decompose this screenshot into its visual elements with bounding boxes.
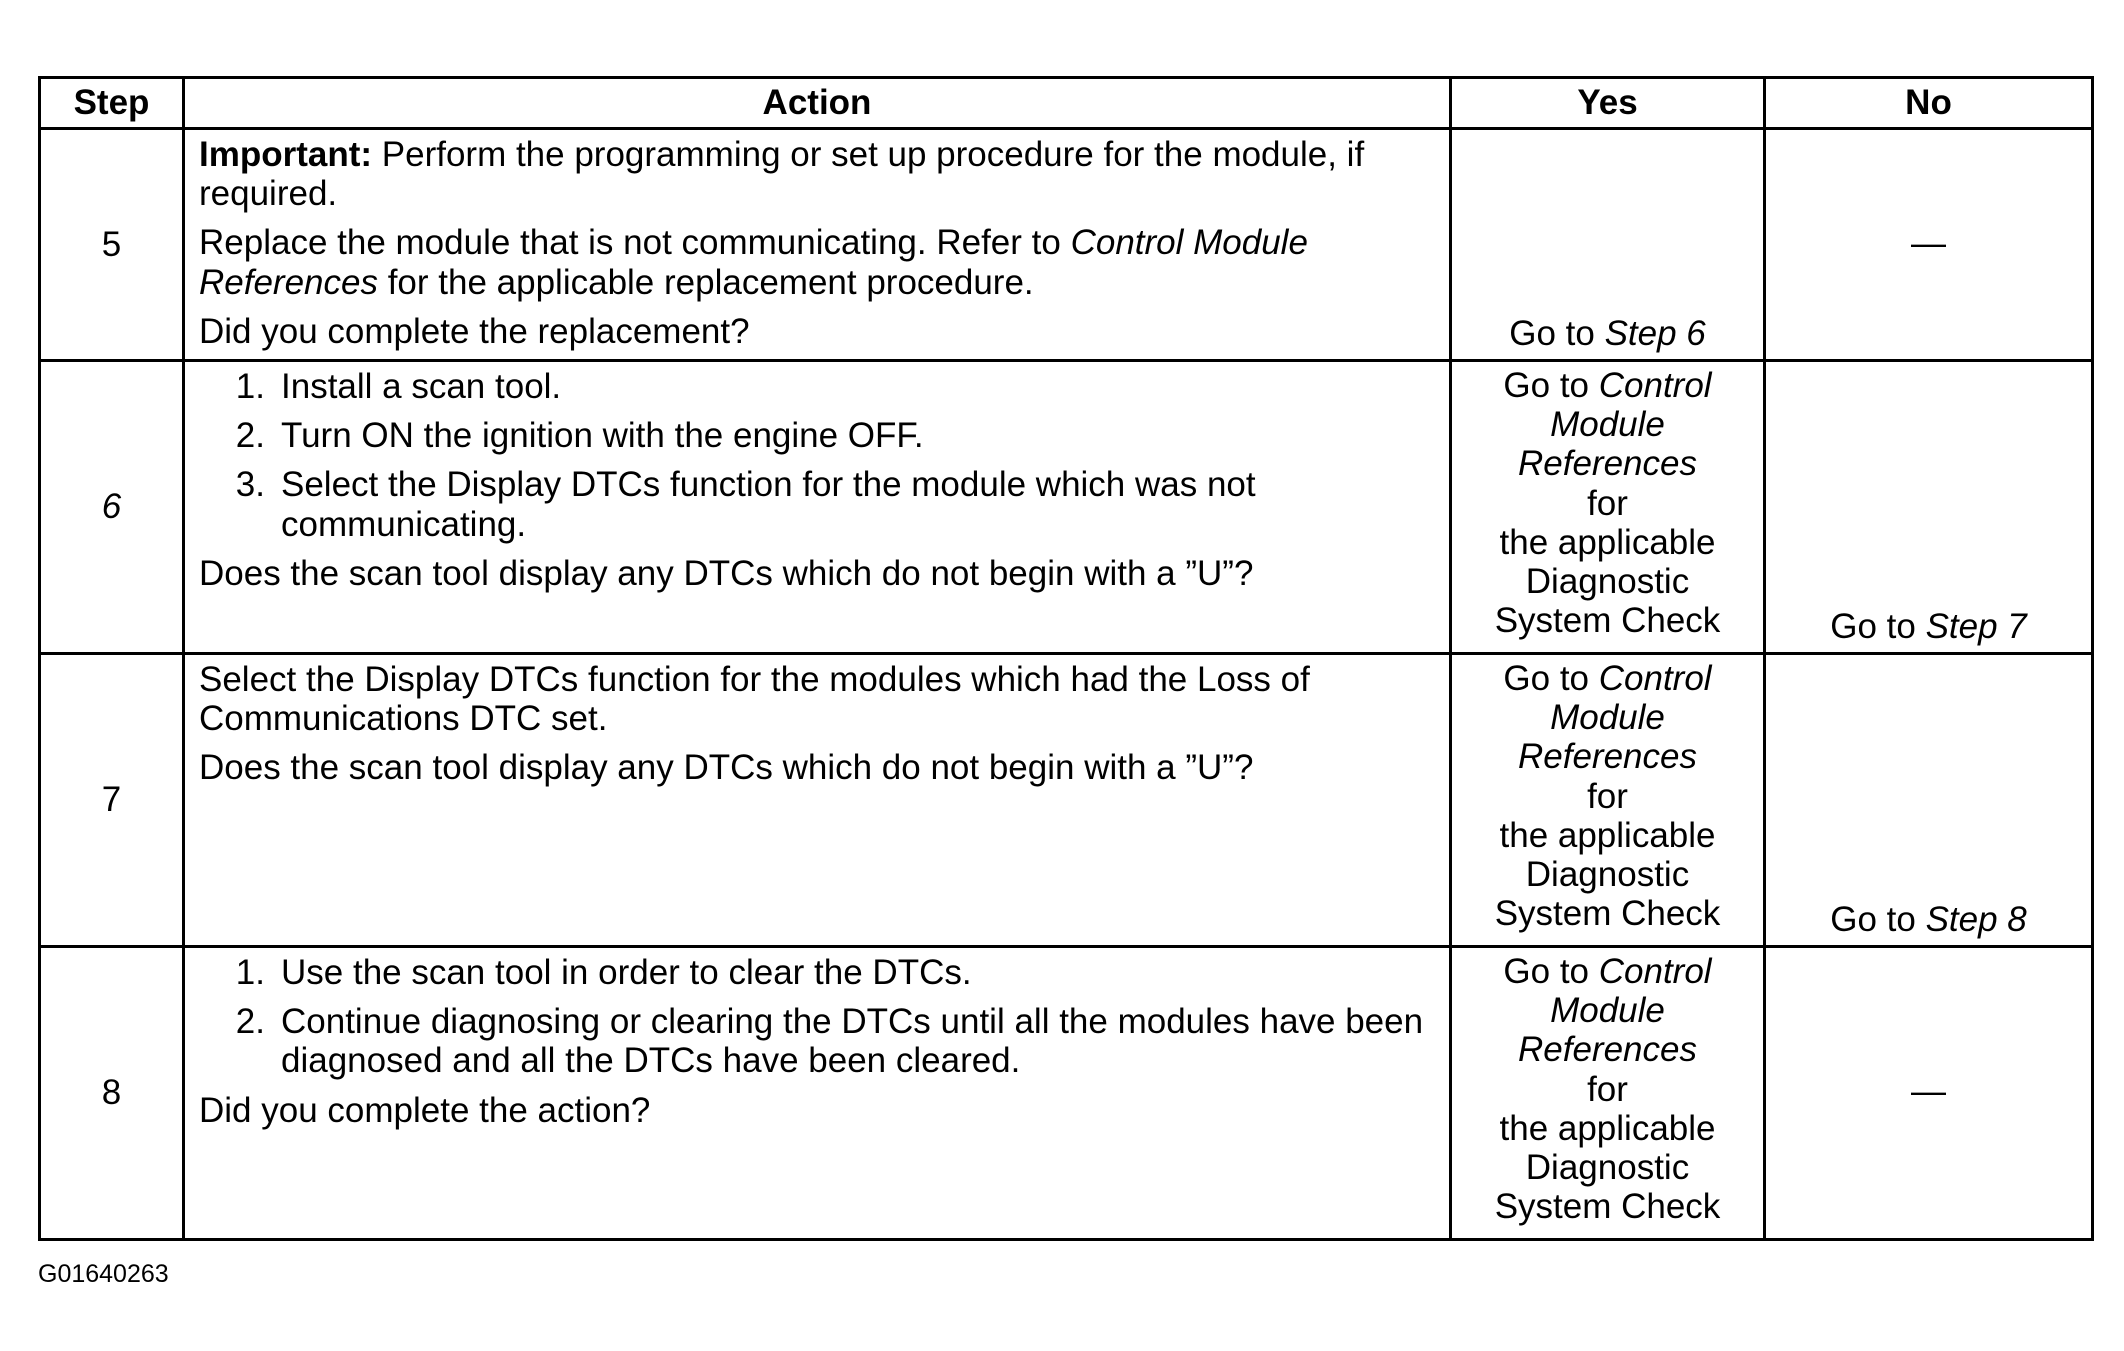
system-check-text: System Check (1494, 1187, 1721, 1227)
select-instruction: Select the Display DTCs function for the modules which had the Loss of Communications DTC set. (199, 659, 1310, 739)
yes-cell (1451, 129, 1765, 361)
figure-id: G01640263 (38, 1260, 169, 1288)
control-link: Control (1598, 658, 1712, 698)
header-no: No (1765, 78, 2093, 129)
yes-cell (1451, 946, 1765, 1239)
list-text: Use the scan tool in order to clear the DTCs. (281, 952, 972, 992)
goto-step-6: Step 6 (1604, 313, 1706, 353)
control-link: Control (1598, 365, 1712, 405)
list-text: Continue diagnosing or clearing the DTCs until all the modules have been diagnosed and all the DTCs have been cleared. (281, 1002, 1424, 1081)
instruction-text-end: for the applicable replacement procedure. (377, 262, 1034, 302)
no-cell (1765, 360, 2093, 653)
list-number: 2. (235, 416, 265, 456)
step-number: 6 (40, 360, 184, 653)
no-cell (1765, 946, 2093, 1239)
procedure-list (199, 953, 1437, 1081)
goto-step-8: Step 8 (1925, 899, 2027, 939)
system-check-text: System Check (1494, 894, 1721, 934)
list-text: Select the Display DTCs function for the module which was not communicating. (281, 465, 1256, 544)
question: Does the scan tool display any DTCs which do not begin with a ”U”? (199, 553, 1254, 593)
goto-prefix: Go to (1503, 658, 1599, 698)
references-link: References (1518, 444, 1697, 484)
action-cell (184, 360, 1451, 653)
references-link: References (1518, 737, 1697, 777)
question: Did you complete the replacement? (199, 311, 750, 351)
yes-cell (1451, 653, 1765, 946)
question: Does the scan tool display any DTCs which do not begin with a ”U”? (199, 748, 1254, 788)
list-item (199, 1002, 1437, 1080)
important-label: Important: (199, 135, 373, 174)
step-number: 8 (40, 946, 184, 1239)
control-module-references-link: Control Module References (199, 223, 1308, 302)
for-text: for (1587, 776, 1628, 816)
diagnostic-table (38, 76, 2094, 1241)
goto-prefix: Go to (1509, 313, 1605, 353)
empty-dash: — (1911, 1072, 1946, 1112)
empty-dash: — (1911, 223, 1946, 263)
diagnostic-text: Diagnostic (1525, 561, 1690, 601)
header-row (40, 78, 2093, 129)
list-number: 2. (235, 1002, 265, 1042)
for-text: for (1587, 483, 1628, 523)
header-yes: Yes (1451, 78, 1765, 129)
diagnostic-text: Diagnostic (1525, 1147, 1690, 1187)
applicable-text: the applicable (1499, 815, 1716, 855)
goto-step-7: Step 7 (1925, 606, 2027, 646)
important-text: Perform the programming or set up procedure for the module, if required. (199, 135, 1365, 214)
action-cell (184, 946, 1451, 1239)
goto-line (1458, 659, 1757, 698)
diagnostic-text: Diagnostic (1525, 854, 1690, 894)
step-number: 5 (40, 129, 184, 361)
table-row-step-5 (40, 129, 2093, 361)
goto-prefix: Go to (1830, 899, 1926, 939)
procedure-list (199, 367, 1437, 544)
important-note (199, 135, 1437, 213)
list-item (199, 465, 1437, 543)
action-cell (184, 129, 1451, 361)
goto-prefix: Go to (1503, 951, 1599, 991)
step-number: 7 (40, 653, 184, 946)
applicable-text: the applicable (1499, 1108, 1716, 1148)
header-step: Step (40, 78, 184, 129)
question: Did you complete the action? (199, 1090, 651, 1130)
list-item (199, 367, 1437, 406)
replace-instruction (199, 223, 1437, 301)
list-number: 3. (235, 465, 265, 505)
goto-line (1458, 952, 1757, 991)
for-text: for (1587, 1069, 1628, 1109)
applicable-text: the applicable (1499, 522, 1716, 562)
table-row-step-8 (40, 946, 2093, 1239)
action-cell (184, 653, 1451, 946)
goto-line (1458, 366, 1757, 405)
instruction-text: Replace the module that is not communicating. Refer to (199, 223, 1071, 263)
system-check-text: System Check (1494, 601, 1721, 641)
yes-cell (1451, 360, 1765, 653)
module-link: Module (1550, 405, 1665, 445)
list-item (199, 953, 1437, 992)
no-cell (1765, 653, 2093, 946)
module-link: Module (1550, 991, 1665, 1031)
goto-prefix: Go to (1830, 606, 1926, 646)
module-link: Module (1550, 698, 1665, 738)
list-number: 1. (235, 366, 265, 406)
no-cell (1765, 129, 2093, 361)
control-link: Control (1598, 951, 1712, 991)
goto-prefix: Go to (1503, 365, 1599, 405)
list-text: Turn ON the ignition with the engine OFF. (281, 416, 924, 456)
references-link: References (1518, 1030, 1697, 1070)
list-text: Install a scan tool. (281, 366, 562, 406)
table-row-step-6 (40, 360, 2093, 653)
table-row-step-7 (40, 653, 2093, 946)
header-action: Action (184, 78, 1451, 129)
list-item (199, 416, 1437, 455)
list-number: 1. (235, 952, 265, 992)
